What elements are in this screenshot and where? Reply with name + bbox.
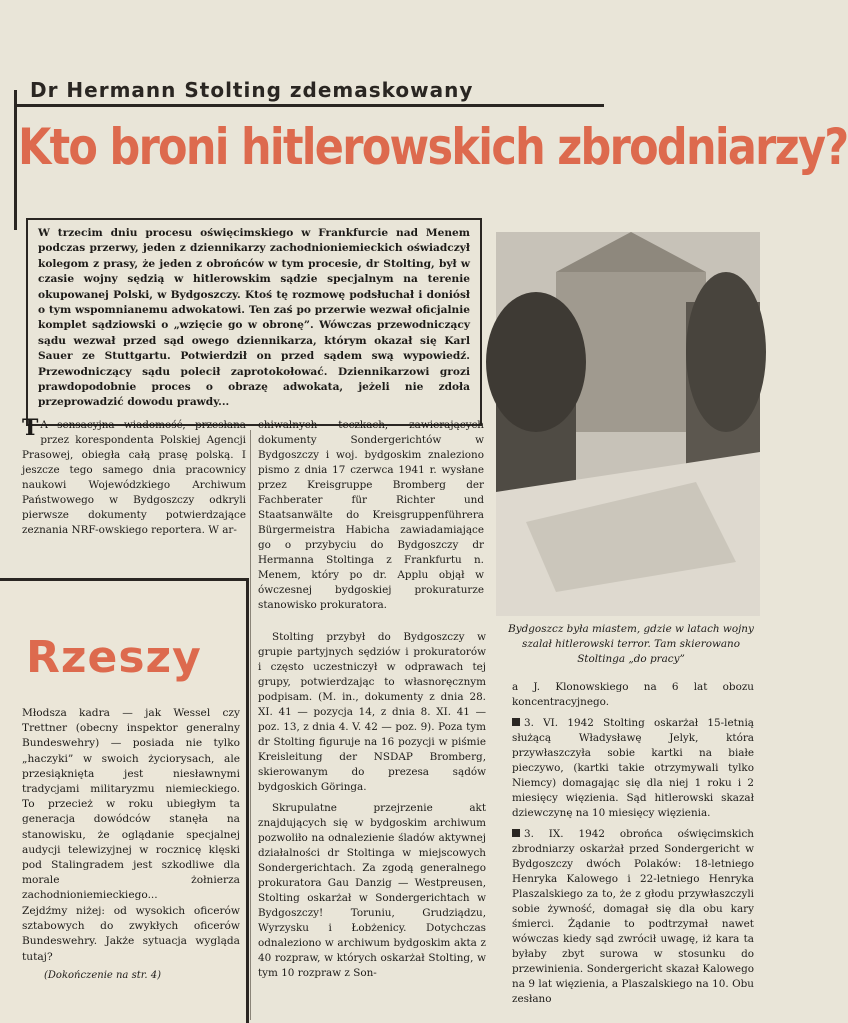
left-rule [14, 90, 17, 230]
column-divider [250, 430, 251, 1020]
continuation-note: (Dokończenie na str. 4) [44, 970, 162, 981]
kicker-title: Dr Hermann Stolting zdemaskowany [30, 78, 474, 102]
article-column-1 [22, 415, 246, 572]
column-3-paragraph-1: Stolting przybył do Bydgoszczy w grupie partyjnych sędziów i prokuratorów i często uczestniczył w odprawach tej grupy, potwierdzając to własnoręcznym podpisam. (M. in., dokumenty z dnia 28. XI. 41 — pozycja 14, z dnia 8. XI. 41 — poz. 13, z dnia 4. V. 42 — poz. 9). Poza tym dr Stolting figuruje na 16 pozycji w piśmie Kreisleitung der NSDAP Bromberg, skierowanym do prezesa sądów bydgoskich Göringa. [258, 631, 486, 793]
column-4-paragraph-2: 3. VI. 1942 Stolting oskarżał 15-letnią służącą Władysławę Jelyk, która przywłaszczyła sobie kartki na białe pieczywo, (kartki takie otrzymywali tylko Niemcy) domagając się dla niej 1 roku i 2 miesięcy więzienia. Sąd hitlerowski skazał dziewczynę na 10 miesięcy więzienia. [512, 717, 754, 819]
bullet-square-icon [512, 718, 520, 726]
drop-cap: T [22, 415, 39, 441]
photo-caption: Bydgoszcz była miastem, gdzie w latach wojny szalał hitlerowski terror. Tam skierowano Stoltinga „do pracy” [508, 623, 754, 665]
article-column-4 [512, 680, 754, 1020]
sidebar-paragraph-1: Młodsza kadra — jak Wessel czy Trettner (obecny inspektor generalny Bundeswehry) — posiada nie tylko „haczyki” w swoich życiorysach, ale przesiąknięta jest niesławnymi tradycjami militaryzmu niemieckiego. To przecież w roku ubiegłym ta generacja dowódców stanęła na stanowisku, że oglądanie specjalnej audycji telewizyjnej w rocznicę klęski pod Stalingradem jest szkodliwe dla morale żołnierza zachodnioniemieckiego... [22, 707, 240, 902]
column-4-paragraph-1: a J. Klonowskiego na 6 lat obozu koncentracyjnego. [512, 681, 754, 708]
kicker-rule [14, 104, 604, 107]
bullet-square-icon [512, 829, 520, 837]
column-3-paragraph-2: Skrupulatne przejrzenie akt znajdujących się w bydgoskim archiwum pozwoliło na odnalezienie śladów aktywnej działalności dr Stoltinga w miejscowych Sondergerichtach. Za zgodą generalnego prokuratora Gau Danzig — Westpreusen, Stolting oskarżał w Sondergerichtach w Bydgoszczy! Toruniu, Grudziądzu, Wyrzysku i Łobżenicy. Dotychczas odnaleziono w archiwum bydgoskim akta z 40 rozpraw, w których oskarżał Stolting, w tym 10 rozpraw z Son- [258, 802, 486, 979]
sidebar-paragraph-2: Zejdźmy niżej: od wysokich oficerów sztabowych do zwykłych oficerów Bundeswehry. Jakże sytuacja wygląda tutaj? [22, 905, 240, 963]
column-4-paragraph-3: 3. IX. 1942 obrońca oświęcimskich zbrodniarzy oskarżał przed Sondergericht w Bydgoszczy dwóch Polaków: 18-letniego Henryka Kalowego i 22-letniego Henryka Plaszalskiego za to, że z głodu przywłaszczyli sobie żywność, domagał się dla obu kary śmierci. Żądanie to podtrzymał nawet wówczas kiedy sąd zwrócił uwagę, iż kara ta byłaby zbyt surowa w stosunku do przewinienia. Sondergericht skazał Kalowego na 9 lat więzienia, a Plaszalskiego na 10. Obu zesłano [512, 828, 754, 1005]
article-column-3 [258, 630, 486, 1020]
article-column-2: chiwalnych teczkach, zawierających dokumenty Sondergerichtów w Bydgoszczy i woj. bydgoskim znaleziono pismo z dnia 17 czerwca 1941 r. wysłane przez Kreisgruppe Bromberg der Fachberater für Richter und Staatsanwälte do Kreisgruppenführera Bürgermeistra Habicha zawiadamiające go o przybyciu do Bydgoszczy dr Hermanna Stoltinga z Frankfurtu n. Menem, który po dr. Applu objął w ówczesnej bydgoskiej prokuraturze stanowisko prokuratora. [258, 419, 484, 611]
headline: Kto broni hitlerowskich zbrodniarzy? [18, 118, 848, 176]
lead-paragraph: W trzecim dniu procesu oświęcimskiego w Frankfurcie nad Menem podczas przerwy, jeden z dziennikarzy zachodnioniemieckich oświadczył kolegom z prasy, że jeden z obrońców w tym procesie, dr Stolting, był w czasie wojny sędzią w hitlerowskim sądzie specjalnym na terenie okupowanej Polski, w Bydgoszczy. Ktoś tę rozmowę podsłuchał i doniósł o tym wspomnianemu adwokatowi. Ten zaś po przerwie wezwał oficjalnie komplet sądziowski o „wzięcie go w obronę”. Wówczas przewodniczący sądu wezwał przed sąd owego dziennikarza, którym okazał się Karl Sauer ze Stuttgartu. Potwierdził on przed sądem swą wypowiedź. Przewodniczący sądu polecił zaprotokołować. Dziennikarzowi grozi prawdopodobnie proces o obrazę adwokata, jeżeli nie zdoła przeprowadzić dowodu prawdy... [26, 218, 482, 426]
bydgoszcz-photo [496, 232, 760, 616]
sidebar-title: Rzeszy [26, 632, 202, 683]
column-1-text: A sensacyjna wiadomość, przesłana przez korespondenta Polskiej Agencji Prasowej, obiegła całą prasę polską. I jeszcze tego samego dnia pracownicy naukowi Wojewódzkiego Archiwum Państwowego w Bydgoszczy odkryli pierwsze dokumenty potwierdzające zeznania NRF-owskiego reportera. W ar- [22, 419, 246, 536]
